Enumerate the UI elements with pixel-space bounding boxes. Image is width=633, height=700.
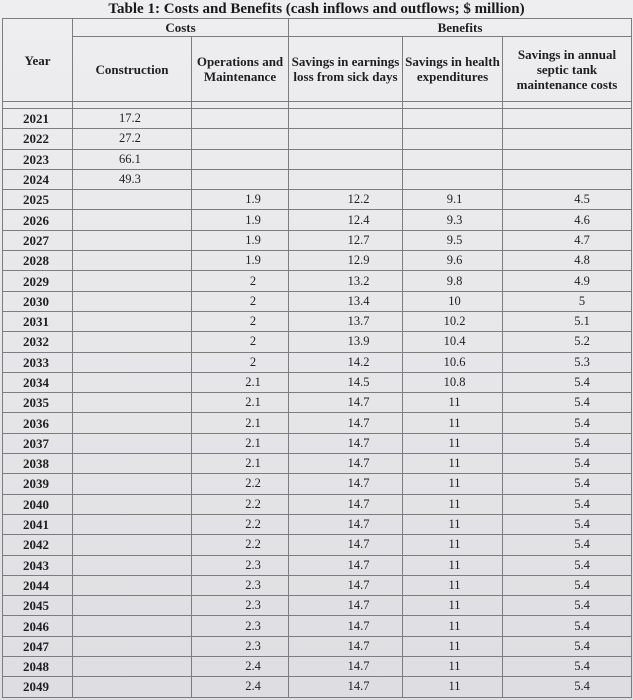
- operations-cell: 1.9: [192, 251, 289, 271]
- operations-cell: 2.3: [192, 575, 289, 595]
- septic-cell: 5.4: [503, 677, 632, 697]
- septic-cell: 5: [503, 291, 632, 311]
- health-cell: 11: [403, 657, 503, 677]
- septic-cell: 5.4: [503, 575, 632, 595]
- year-cell: 2027: [3, 230, 73, 250]
- table-row: [3, 169, 632, 189]
- operations-cell: [192, 109, 289, 129]
- health-cell: 10: [403, 291, 503, 311]
- operations-cell: 1.9: [192, 190, 289, 210]
- table-title: Table 1: Costs and Benefits (cash inflows and outflows; $ million): [108, 1, 525, 17]
- earnings-cell: 14.7: [289, 596, 403, 616]
- year-cell: 2031: [3, 311, 73, 331]
- earnings-cell: 12.9: [289, 251, 403, 271]
- table-row: [3, 311, 632, 331]
- health-cell: [403, 169, 503, 189]
- year-cell: 2042: [3, 535, 73, 555]
- health-cell: 11: [403, 393, 503, 413]
- year-cell: 2028: [3, 251, 73, 271]
- year-cell: 2035: [3, 393, 73, 413]
- earnings-header: [289, 37, 403, 102]
- construction-cell: [73, 413, 192, 433]
- septic-header-label: Savings in annual septic tank maintenance costs: [516, 46, 618, 92]
- year-header: Year: [24, 52, 51, 68]
- table-row: [3, 393, 632, 413]
- construction-cell: [73, 230, 192, 250]
- earnings-cell: 14.7: [289, 616, 403, 636]
- year-cell: 2038: [3, 454, 73, 474]
- health-cell: 10.6: [403, 352, 503, 372]
- year-cell: 2033: [3, 352, 73, 372]
- spacer-cell: [73, 102, 192, 109]
- operations-cell: 2: [192, 352, 289, 372]
- table-row: [3, 433, 632, 453]
- earnings-cell: [289, 129, 403, 149]
- year-cell: 2023: [3, 149, 73, 169]
- construction-header: Construction: [73, 37, 192, 102]
- health-cell: 9.6: [403, 251, 503, 271]
- operations-cell: 2.2: [192, 474, 289, 494]
- table-row: [3, 616, 632, 636]
- costs-benefits-table: [2, 18, 632, 698]
- construction-cell: [73, 291, 192, 311]
- earnings-header-label: Savings in earnings loss from sick days: [291, 54, 400, 84]
- year-cell: 2044: [3, 575, 73, 595]
- health-cell: 11: [403, 474, 503, 494]
- operations-cell: 2.1: [192, 454, 289, 474]
- table-row: [3, 271, 632, 291]
- construction-cell: [73, 190, 192, 210]
- septic-cell: 4.7: [503, 230, 632, 250]
- health-cell: 11: [403, 575, 503, 595]
- health-cell: 11: [403, 677, 503, 697]
- health-cell: 9.5: [403, 230, 503, 250]
- year-cell: 2029: [3, 271, 73, 291]
- operations-cell: 2.4: [192, 677, 289, 697]
- health-cell: [403, 149, 503, 169]
- earnings-cell: [289, 149, 403, 169]
- septic-cell: 5.4: [503, 433, 632, 453]
- health-header: [403, 37, 503, 102]
- construction-cell: [73, 251, 192, 271]
- septic-cell: 5.4: [503, 535, 632, 555]
- earnings-cell: 14.7: [289, 514, 403, 534]
- earnings-cell: 13.9: [289, 332, 403, 352]
- year-cell: 2049: [3, 677, 73, 697]
- construction-cell: [73, 535, 192, 555]
- construction-cell: [73, 210, 192, 230]
- septic-cell: 5.4: [503, 413, 632, 433]
- construction-cell: 66.1: [73, 149, 192, 169]
- construction-cell: [73, 474, 192, 494]
- table-row: [3, 210, 632, 230]
- earnings-cell: 13.2: [289, 271, 403, 291]
- earnings-cell: 13.4: [289, 291, 403, 311]
- earnings-cell: 13.7: [289, 311, 403, 331]
- health-cell: 11: [403, 555, 503, 575]
- septic-cell: 5.2: [503, 332, 632, 352]
- septic-cell: 5.4: [503, 372, 632, 392]
- septic-cell: 4.6: [503, 210, 632, 230]
- earnings-cell: 14.7: [289, 636, 403, 656]
- earnings-cell: 14.5: [289, 372, 403, 392]
- operations-cell: 2.2: [192, 494, 289, 514]
- health-cell: 11: [403, 413, 503, 433]
- operations-cell: 2.1: [192, 372, 289, 392]
- septic-cell: 5.4: [503, 454, 632, 474]
- construction-cell: [73, 514, 192, 534]
- construction-cell: [73, 494, 192, 514]
- septic-cell: 5.4: [503, 514, 632, 534]
- table-row: [3, 514, 632, 534]
- spacer-cell: [192, 102, 289, 109]
- septic-cell: 5.3: [503, 352, 632, 372]
- earnings-cell: 14.7: [289, 413, 403, 433]
- year-cell: 2022: [3, 129, 73, 149]
- table-row: [3, 677, 632, 697]
- septic-cell: 5.4: [503, 657, 632, 677]
- earnings-cell: 14.7: [289, 555, 403, 575]
- year-cell: 2036: [3, 413, 73, 433]
- operations-cell: 1.9: [192, 210, 289, 230]
- earnings-cell: 14.7: [289, 657, 403, 677]
- table-row: [3, 190, 632, 210]
- earnings-cell: 14.7: [289, 677, 403, 697]
- earnings-cell: 14.7: [289, 474, 403, 494]
- health-cell: 11: [403, 514, 503, 534]
- earnings-cell: 14.7: [289, 454, 403, 474]
- table-row: [3, 413, 632, 433]
- construction-cell: [73, 372, 192, 392]
- construction-cell: [73, 454, 192, 474]
- earnings-cell: 14.7: [289, 393, 403, 413]
- year-cell: 2037: [3, 433, 73, 453]
- construction-cell: [73, 555, 192, 575]
- construction-cell: 17.2: [73, 109, 192, 129]
- operations-cell: 2: [192, 332, 289, 352]
- operations-cell: [192, 169, 289, 189]
- earnings-cell: 14.7: [289, 494, 403, 514]
- health-cell: 11: [403, 535, 503, 555]
- operations-cell: 2.1: [192, 413, 289, 433]
- health-cell: 11: [403, 596, 503, 616]
- table-row: [3, 575, 632, 595]
- operations-cell: 2.3: [192, 555, 289, 575]
- health-cell: 11: [403, 636, 503, 656]
- earnings-cell: 14.7: [289, 535, 403, 555]
- table-row: [3, 555, 632, 575]
- health-cell: [403, 109, 503, 129]
- operations-cell: 2.2: [192, 514, 289, 534]
- spacer-cell: [503, 102, 632, 109]
- year-cell: 2030: [3, 291, 73, 311]
- table-row: [3, 230, 632, 250]
- benefits-group-header: Benefits: [289, 19, 632, 37]
- construction-cell: 49.3: [73, 169, 192, 189]
- table-body: [3, 102, 632, 698]
- year-cell: 2021: [3, 109, 73, 129]
- table-row: [3, 494, 632, 514]
- earnings-cell: 14.2: [289, 352, 403, 372]
- table-row: [3, 454, 632, 474]
- operations-cell: 2: [192, 271, 289, 291]
- table-row: [3, 332, 632, 352]
- earnings-cell: 12.2: [289, 190, 403, 210]
- earnings-cell: 12.4: [289, 210, 403, 230]
- septic-cell: 4.8: [503, 251, 632, 271]
- construction-cell: [73, 636, 192, 656]
- year-cell: 2047: [3, 636, 73, 656]
- earnings-cell: 12.7: [289, 230, 403, 250]
- construction-cell: [73, 596, 192, 616]
- operations-cell: 2.3: [192, 636, 289, 656]
- construction-cell: [73, 271, 192, 291]
- earnings-cell: [289, 109, 403, 129]
- operations-cell: 1.9: [192, 230, 289, 250]
- table-row: [3, 129, 632, 149]
- table-row: [3, 535, 632, 555]
- table-row: [3, 372, 632, 392]
- table-row: [3, 657, 632, 677]
- health-header-label: Savings in health expenditures: [405, 54, 500, 84]
- septic-cell: 5.1: [503, 311, 632, 331]
- construction-cell: [73, 677, 192, 697]
- construction-cell: [73, 311, 192, 331]
- table-row: [3, 251, 632, 271]
- year-cell: 2026: [3, 210, 73, 230]
- septic-cell: 5.4: [503, 474, 632, 494]
- operations-cell: 2: [192, 311, 289, 331]
- spacer-row: [3, 102, 632, 109]
- septic-cell: 5.4: [503, 636, 632, 656]
- spacer-cell: [403, 102, 503, 109]
- table-row: [3, 149, 632, 169]
- septic-cell: 4.9: [503, 271, 632, 291]
- costs-group-header: Costs: [73, 19, 289, 37]
- health-cell: 9.3: [403, 210, 503, 230]
- year-cell: 2040: [3, 494, 73, 514]
- health-cell: 11: [403, 616, 503, 636]
- table-row: [3, 474, 632, 494]
- operations-cell: 2.4: [192, 657, 289, 677]
- construction-cell: [73, 616, 192, 636]
- earnings-cell: 14.7: [289, 433, 403, 453]
- septic-cell: 5.4: [503, 555, 632, 575]
- year-cell: 2039: [3, 474, 73, 494]
- year-cell: 2046: [3, 616, 73, 636]
- year-cell: 2025: [3, 190, 73, 210]
- construction-cell: [73, 352, 192, 372]
- health-cell: 10.2: [403, 311, 503, 331]
- year-cell: 2045: [3, 596, 73, 616]
- year-cell: 2048: [3, 657, 73, 677]
- septic-cell: 4.5: [503, 190, 632, 210]
- construction-cell: [73, 393, 192, 413]
- year-cell: 2034: [3, 372, 73, 392]
- construction-cell: 27.2: [73, 129, 192, 149]
- operations-cell: 2.1: [192, 393, 289, 413]
- health-cell: 9.1: [403, 190, 503, 210]
- health-cell: 10.4: [403, 332, 503, 352]
- table-row: [3, 596, 632, 616]
- operations-cell: [192, 129, 289, 149]
- construction-cell: [73, 575, 192, 595]
- operations-header: [192, 37, 289, 102]
- operations-cell: 2: [192, 291, 289, 311]
- operations-cell: 2.2: [192, 535, 289, 555]
- septic-cell: 5.4: [503, 596, 632, 616]
- septic-cell: [503, 149, 632, 169]
- earnings-cell: 14.7: [289, 575, 403, 595]
- construction-cell: [73, 332, 192, 352]
- septic-header: [503, 37, 632, 102]
- health-cell: 11: [403, 454, 503, 474]
- year-cell: 2024: [3, 169, 73, 189]
- earnings-cell: [289, 169, 403, 189]
- septic-cell: [503, 169, 632, 189]
- septic-cell: 5.4: [503, 393, 632, 413]
- table-row: [3, 291, 632, 311]
- operations-cell: [192, 149, 289, 169]
- health-cell: [403, 129, 503, 149]
- table-row: [3, 636, 632, 656]
- construction-cell: [73, 433, 192, 453]
- operations-header-label: Operations and Maintenance: [196, 54, 284, 84]
- spacer-cell: [289, 102, 403, 109]
- health-cell: 11: [403, 494, 503, 514]
- year-cell: 2032: [3, 332, 73, 352]
- operations-cell: 2.3: [192, 616, 289, 636]
- septic-cell: [503, 129, 632, 149]
- table-row: [3, 352, 632, 372]
- year-cell: 2041: [3, 514, 73, 534]
- septic-cell: 5.4: [503, 494, 632, 514]
- septic-cell: 5.4: [503, 616, 632, 636]
- year-group-cell: [3, 19, 73, 102]
- construction-cell: [73, 657, 192, 677]
- health-cell: 11: [403, 433, 503, 453]
- septic-cell: [503, 109, 632, 129]
- operations-cell: 2.1: [192, 433, 289, 453]
- spacer-cell: [3, 102, 73, 109]
- health-cell: 10.8: [403, 372, 503, 392]
- year-cell: 2043: [3, 555, 73, 575]
- health-cell: 9.8: [403, 271, 503, 291]
- operations-cell: 2.3: [192, 596, 289, 616]
- table-row: [3, 109, 632, 129]
